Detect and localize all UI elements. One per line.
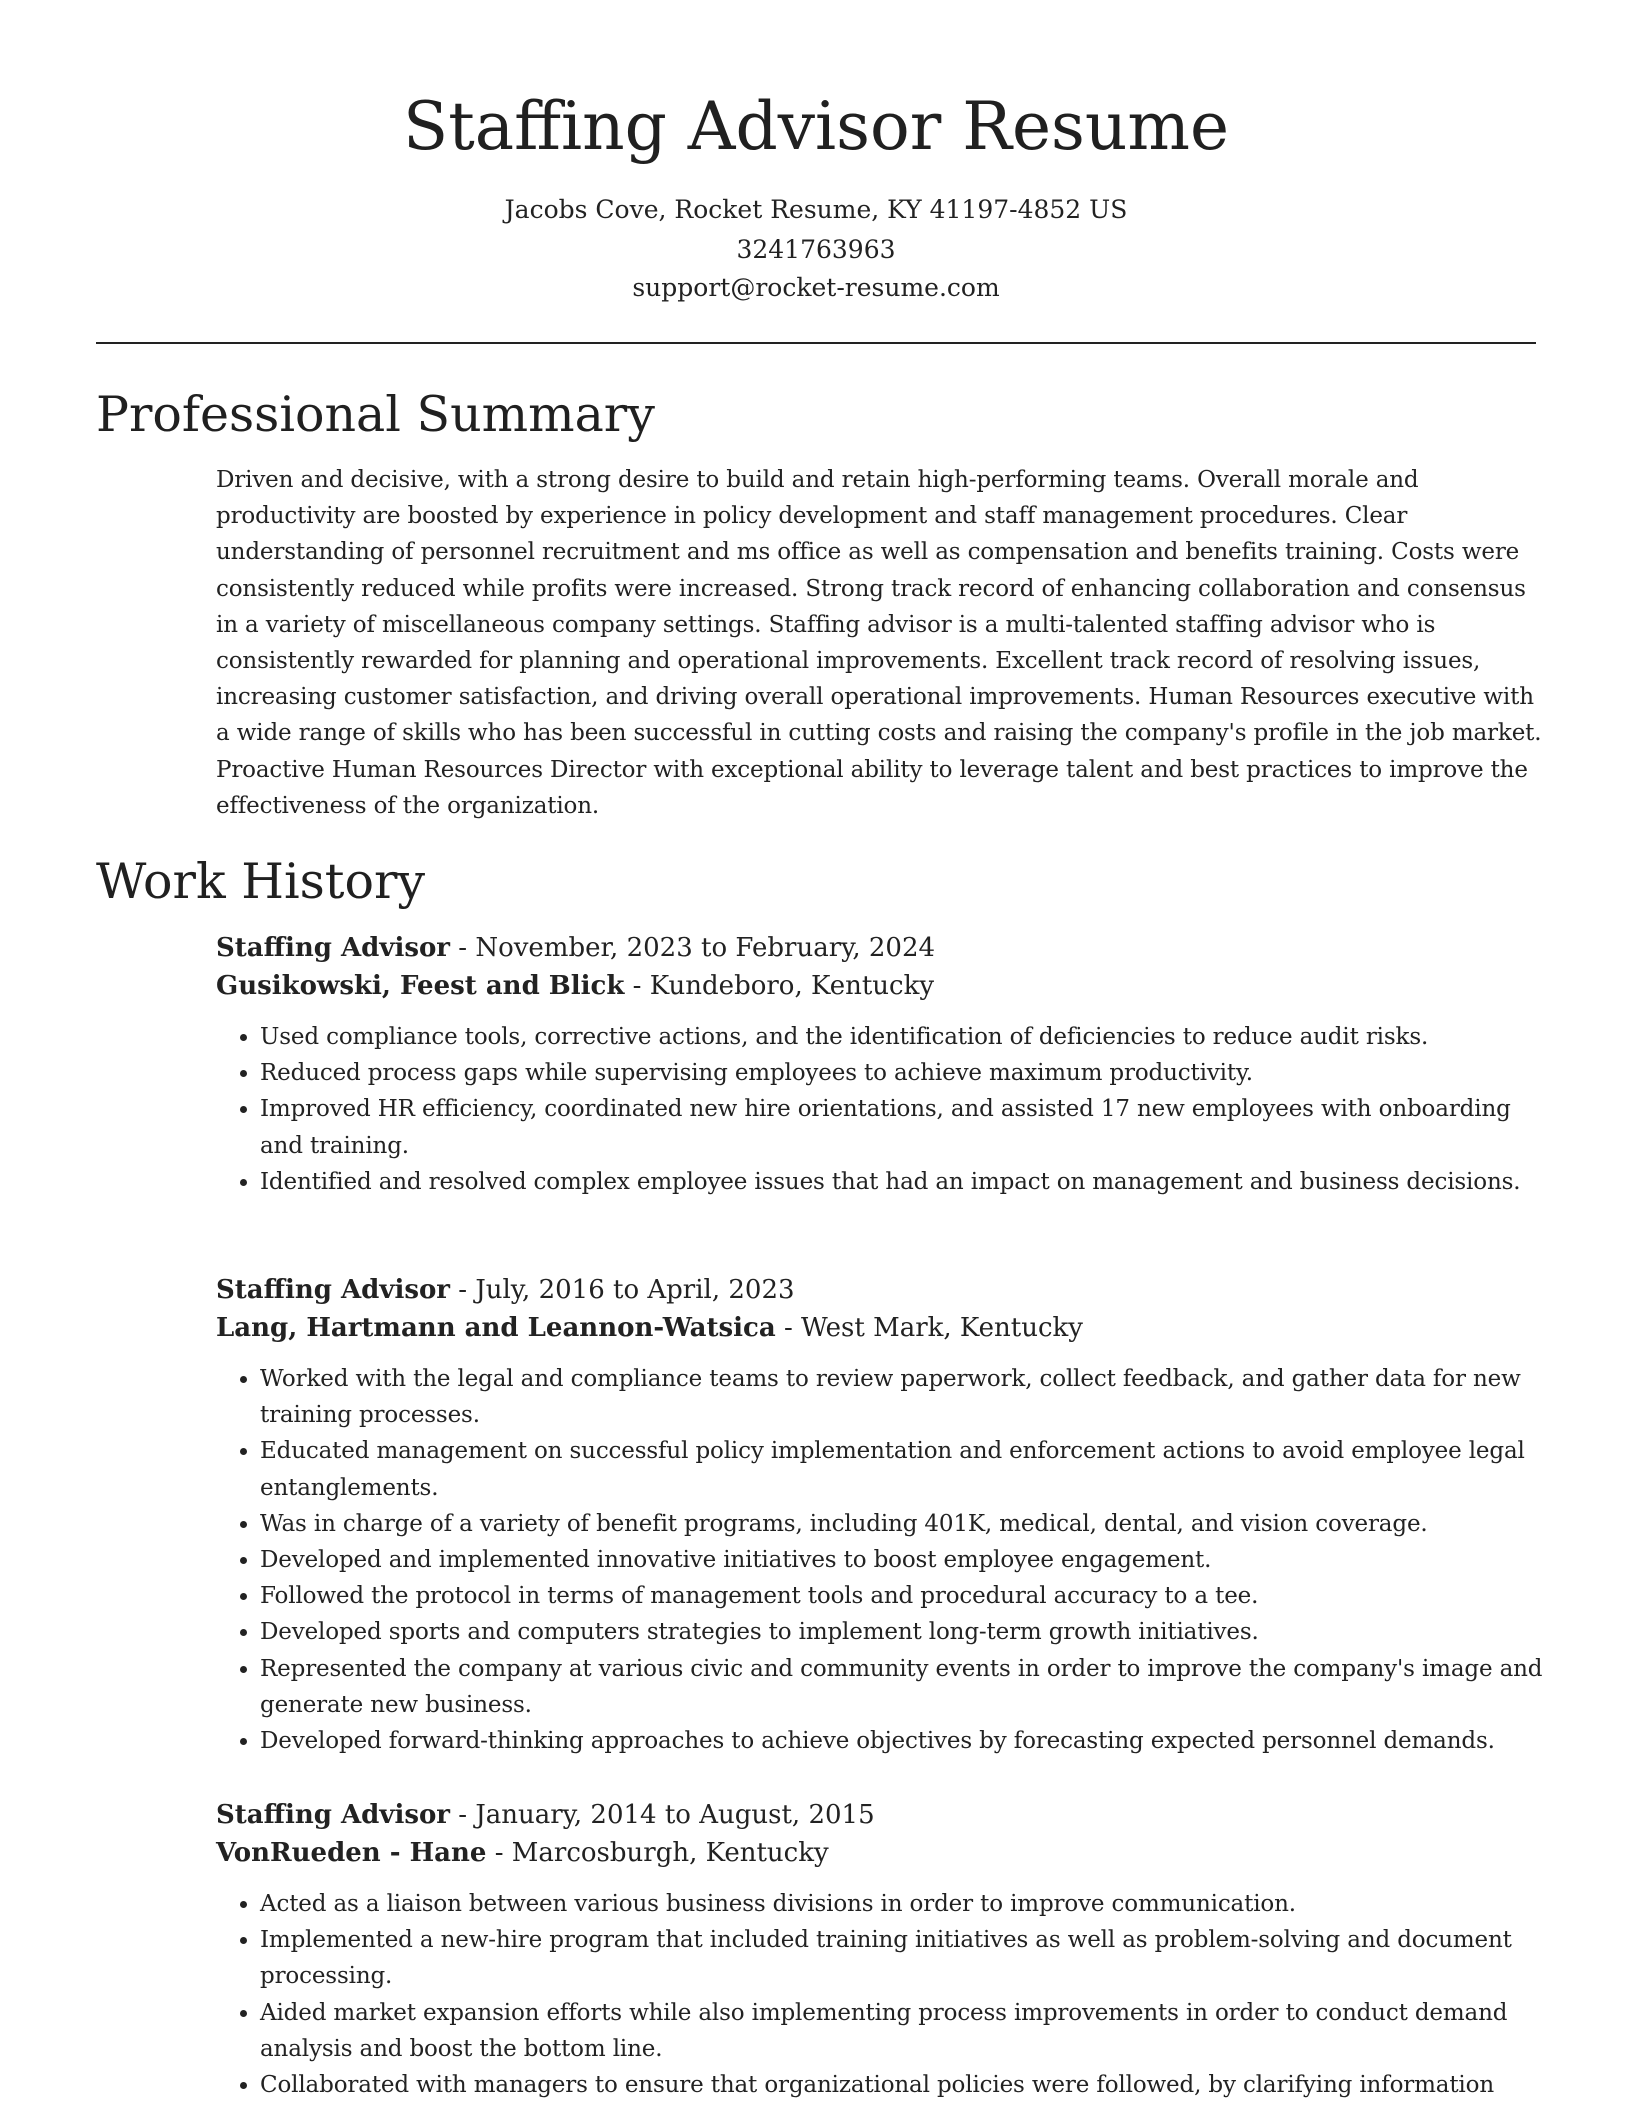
- job-company: VonRueden - Hane: [216, 1838, 487, 1868]
- job-location: - Marcosburgh, Kentucky: [486, 1838, 829, 1868]
- job-entry: [216, 1796, 1556, 2103]
- job-title: Staffing Advisor: [216, 933, 450, 963]
- job-title: Staffing Advisor: [216, 1800, 450, 1830]
- job-company: Gusikowski, Feest and Blick: [216, 971, 625, 1001]
- duty-item: • Implemented a new-hire program that included training initiatives as well as problem-solving and document processing.: [260, 1922, 1556, 1994]
- duty-item: • Aided market expansion efforts while also implementing process improvements in order to conduct demand analysis and boost the bottom line.: [260, 1995, 1556, 2067]
- job-entry: [216, 1271, 1556, 1759]
- duty-item: • Represented the company at various civic and community events in order to improve the company's image and generate new business.: [260, 1651, 1556, 1723]
- duty-list: [216, 1886, 1556, 2103]
- contact-address: Jacobs Cove, Rocket Resume, KY 41197-4852 US: [504, 195, 1128, 224]
- duty-item: • Developed sports and computers strategies to implement long-term growth initiatives.: [260, 1614, 1556, 1650]
- duty-item: • Collaborated with managers to ensure that organizational policies were followed, by clarifying information: [260, 2067, 1556, 2103]
- job-company-line: [216, 1834, 1556, 1872]
- job-location: - Kundeboro, Kentucky: [624, 971, 935, 1001]
- job-entry: [216, 929, 1556, 1200]
- contact-phone: 3241763963: [736, 235, 896, 264]
- duty-item: • Worked with the legal and compliance teams to review paperwork, collect feedback, and gather data for new training processes.: [260, 1361, 1556, 1433]
- summary-paragraph: Driven and decisive, with a strong desire to build and retain high-performing teams. Overall morale and productivity are boosted by experience in policy development and staff management procedures. Clear understanding of personnel recruitment and ms office as well as compensation and benefits training. Costs were consistently reduced while profits were increased. Strong track record of enhancing collaboration and consensus in a variety of miscellaneous company settings. Staffing advisor is a multi-talented staffing advisor who is consistently rewarded for planning and operational improvements. Excellent track record of resolving issues, increasing customer satisfaction, and driving overall operational improvements. Human Resources executive with a wide range of skills who has been successful in cutting costs and raising the company's profile in the job market. Proactive Human Resources Director with exceptional ability to leverage talent and best practices to improve the effectiveness of the organization.: [216, 467, 1542, 819]
- duty-list: [216, 1019, 1556, 1200]
- job-dates: - July, 2016 to April, 2023: [450, 1275, 795, 1305]
- duty-item: • Acted as a liaison between various business divisions in order to improve communication.: [260, 1886, 1556, 1922]
- header-divider: [96, 342, 1536, 344]
- duty-item: • Improved HR efficiency, coordinated new hire orientations, and assisted 17 new employees with onboarding and training.: [260, 1091, 1556, 1163]
- section-heading-professional-summary: Professional Summary: [96, 386, 655, 443]
- duty-item: • Educated management on successful policy implementation and enforcement actions to avoid employee legal entanglements.: [260, 1433, 1556, 1505]
- duty-item: • Reduced process gaps while supervising employees to achieve maximum productivity.: [260, 1055, 1556, 1091]
- job-title-line: [216, 1271, 1556, 1309]
- resume-title: Staffing Advisor Resume: [402, 88, 1230, 165]
- duty-item: • Developed and implemented innovative initiatives to boost employee engagement.: [260, 1542, 1556, 1578]
- section-heading-work-history: Work History: [96, 853, 426, 910]
- job-dates: - November, 2023 to February, 2024: [450, 933, 936, 963]
- duty-item: • Developed forward-thinking approaches to achieve objectives by forecasting expected personnel demands.: [260, 1723, 1556, 1759]
- duty-item: • Used compliance tools, corrective actions, and the identification of deficiencies to reduce audit risks.: [260, 1019, 1556, 1055]
- job-company-line: [216, 967, 1556, 1005]
- duty-list: [216, 1361, 1556, 1759]
- job-dates: - January, 2014 to August, 2015: [450, 1800, 875, 1830]
- job-title: Staffing Advisor: [216, 1275, 450, 1305]
- duty-item: • Followed the protocol in terms of management tools and procedural accuracy to a tee.: [260, 1578, 1556, 1614]
- job-title-line: [216, 929, 1556, 967]
- job-company: Lang, Hartmann and Leannon-Watsica: [216, 1313, 776, 1343]
- job-title-line: [216, 1796, 1556, 1834]
- duty-item: • Identified and resolved complex employee issues that had an impact on management and business decisions.: [260, 1164, 1556, 1200]
- job-location: - West Mark, Kentucky: [775, 1313, 1083, 1343]
- duty-item: • Was in charge of a variety of benefit programs, including 401K, medical, dental, and vision coverage.: [260, 1506, 1556, 1542]
- contact-email: support@rocket-resume.com: [632, 273, 1000, 302]
- job-company-line: [216, 1309, 1556, 1347]
